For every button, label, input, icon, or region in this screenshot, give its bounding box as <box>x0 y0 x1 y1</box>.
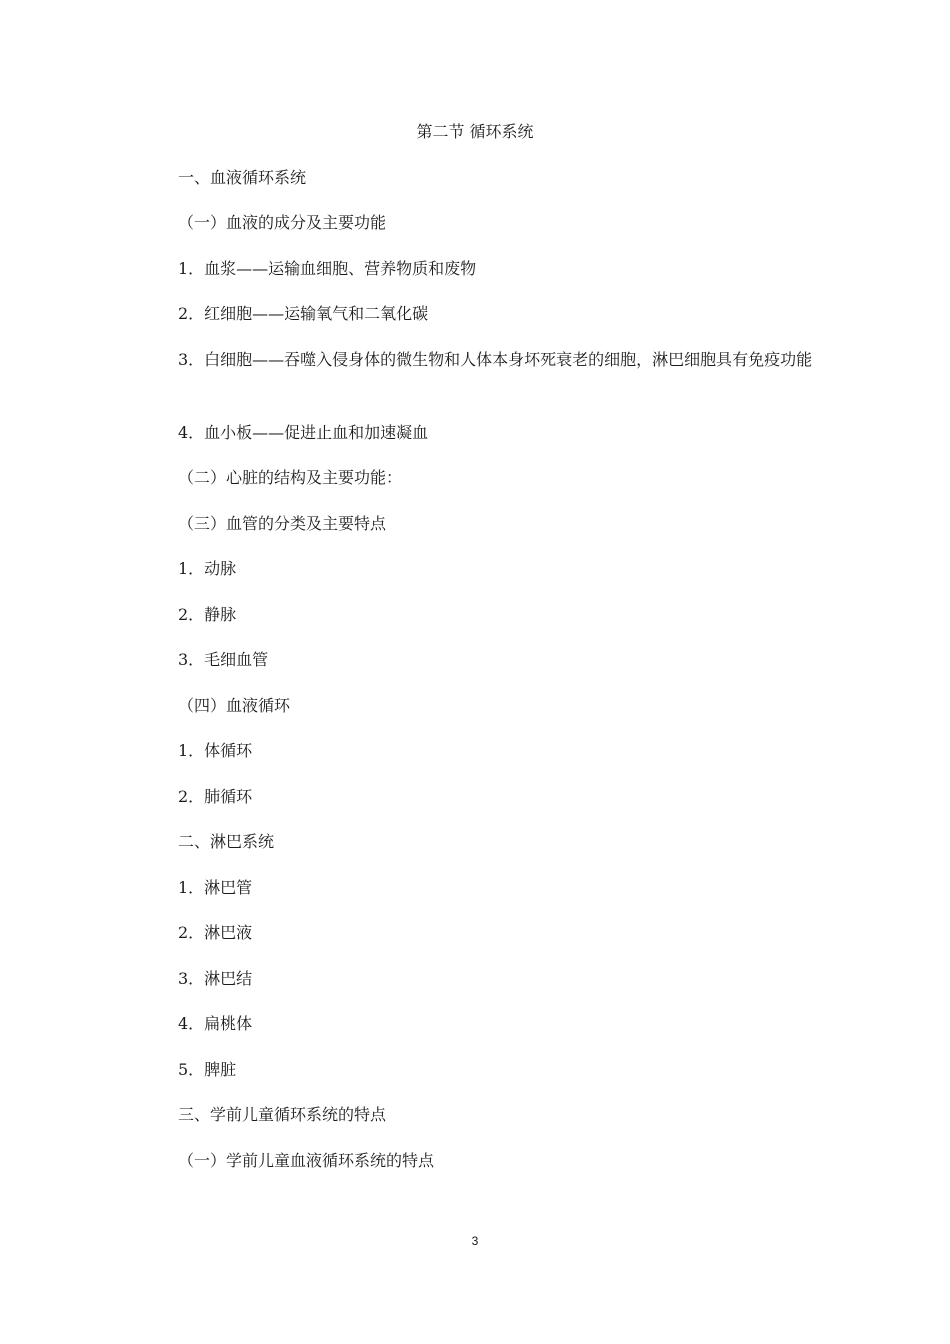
subheading-circulation: （四）血液循环 <box>178 696 291 715</box>
section-title: 第二节 循环系统 <box>416 122 534 141</box>
item-artery: 1．动脉 <box>178 559 237 578</box>
item-vein: 2．静脉 <box>178 605 237 624</box>
item-tonsil: 4．扁桃体 <box>178 1014 253 1033</box>
item-lymph-vessel: 1．淋巴管 <box>178 878 253 897</box>
heading-blood-circulation: 一、血液循环系统 <box>178 168 307 187</box>
heading-preschool-features: 三、学前儿童循环系统的特点 <box>178 1105 387 1124</box>
item-lymph-node: 3．淋巴结 <box>178 969 253 988</box>
item-lymph-fluid: 2．淋巴液 <box>178 923 253 942</box>
item-pulmonary-circulation: 2．肺循环 <box>178 787 253 806</box>
item-capillary: 3．毛细血管 <box>178 650 269 669</box>
heading-lymphatic-system: 二、淋巴系统 <box>178 832 275 851</box>
item-spleen: 5．脾脏 <box>178 1060 237 1079</box>
page-number: 3 <box>471 1234 479 1248</box>
item-plasma: 1．血浆——运输血细胞、营养物质和废物 <box>178 259 477 278</box>
item-red-cells: 2．红细胞——运输氧气和二氧化碳 <box>178 304 429 323</box>
subheading-heart: （二）心脏的结构及主要功能： <box>178 468 403 487</box>
item-white-cells: 3．白细胞——吞噬入侵身体的微生物和人体本身坏死衰老的细胞，淋巴细胞具有免疫功能 <box>178 350 813 369</box>
subheading-preschool-blood: （一）学前儿童血液循环系统的特点 <box>178 1151 435 1170</box>
item-platelets: 4．血小板——促进止血和加速凝血 <box>178 423 429 442</box>
subheading-vessels: （三）血管的分类及主要特点 <box>178 514 387 533</box>
subheading-blood-components: （一）血液的成分及主要功能 <box>178 213 387 232</box>
item-systemic-circulation: 1．体循环 <box>178 741 253 760</box>
